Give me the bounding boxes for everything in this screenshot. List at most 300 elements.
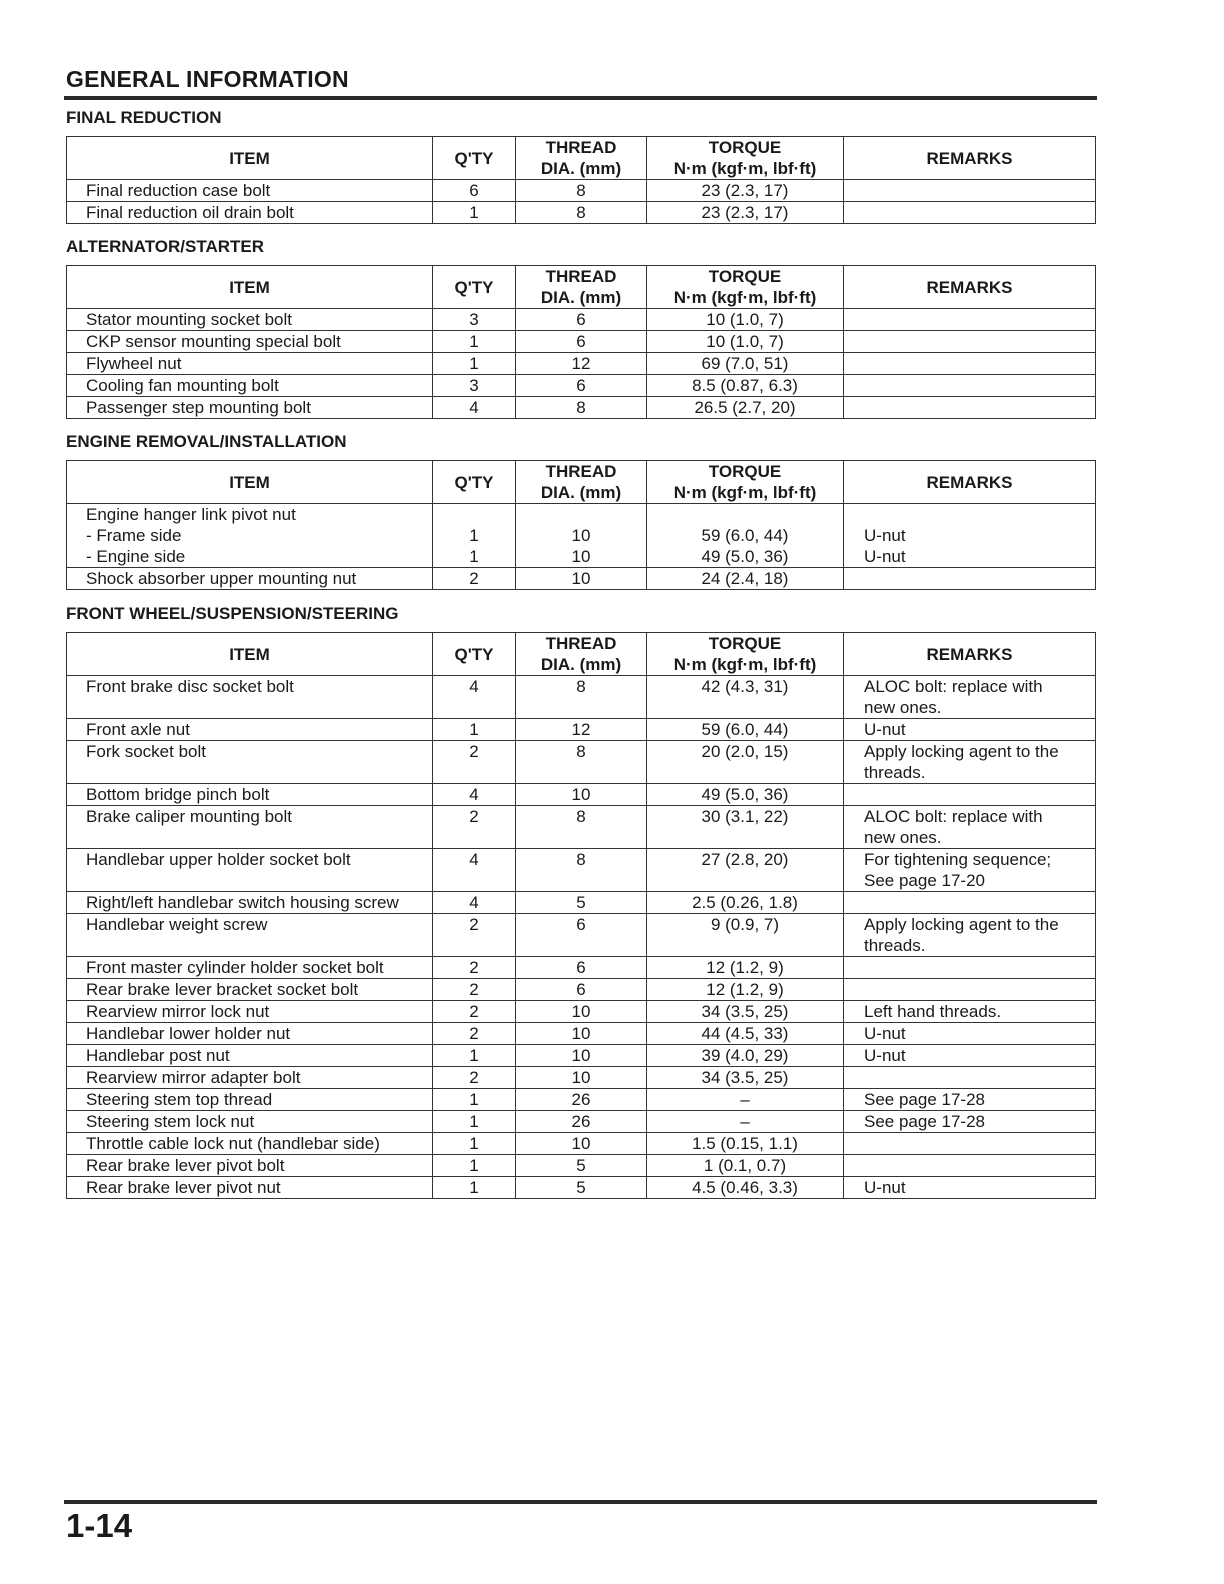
cell-item bbox=[67, 1001, 433, 1023]
cell-torque bbox=[647, 202, 844, 224]
cell-qty-line: 3 bbox=[469, 310, 479, 329]
cell-remarks-line: U-nut bbox=[864, 547, 906, 566]
table-header-row bbox=[67, 137, 1096, 180]
cell-dia-line bbox=[516, 504, 646, 525]
cell-torque-line: 8.5 (0.87, 6.3) bbox=[692, 376, 798, 395]
cell-item-line: Handlebar lower holder nut bbox=[86, 1024, 291, 1043]
cell-qty-line: 1 bbox=[469, 720, 479, 739]
cell-item bbox=[67, 504, 433, 568]
cell-torque bbox=[647, 741, 844, 784]
cell-torque-line: 20 (2.0, 15) bbox=[701, 742, 789, 761]
cell-qty bbox=[433, 397, 516, 419]
cell-qty-line: 1 bbox=[469, 1134, 479, 1153]
cell-remarks-line bbox=[864, 957, 1095, 978]
table-header-row bbox=[67, 266, 1096, 309]
cell-remarks-line bbox=[864, 784, 1095, 805]
cell-qty-line: 2 bbox=[469, 980, 479, 999]
cell-dia bbox=[516, 568, 647, 590]
engine-removal-table bbox=[66, 460, 1096, 590]
cell-dia-line: 10 bbox=[571, 1002, 591, 1021]
cell-item-line: Final reduction oil drain bolt bbox=[86, 203, 294, 222]
column-header bbox=[67, 461, 433, 504]
cell-dia-line: 10 bbox=[571, 569, 591, 588]
cell-remarks-line: threads. bbox=[864, 936, 926, 955]
column-header-label: THREAD bbox=[545, 634, 617, 653]
cell-torque-line: 24 (2.4, 18) bbox=[701, 569, 789, 588]
column-header-label: THREAD bbox=[545, 462, 617, 481]
cell-qty bbox=[433, 309, 516, 331]
cell-qty bbox=[433, 1133, 516, 1155]
cell-item-line bbox=[86, 697, 432, 718]
cell-dia bbox=[516, 1133, 647, 1155]
cell-torque-line: 10 (1.0, 7) bbox=[706, 310, 784, 329]
cell-torque-line: 23 (2.3, 17) bbox=[701, 203, 789, 222]
cell-item bbox=[67, 309, 433, 331]
cell-remarks-line: U-nut bbox=[864, 526, 906, 545]
cell-item bbox=[67, 353, 433, 375]
cell-qty bbox=[433, 1177, 516, 1199]
cell-remarks-line: U-nut bbox=[864, 1178, 906, 1197]
cell-dia bbox=[516, 202, 647, 224]
cell-torque bbox=[647, 1111, 844, 1133]
cell-dia bbox=[516, 892, 647, 914]
table-header-row bbox=[67, 461, 1096, 504]
cell-torque-line: 4.5 (0.46, 3.3) bbox=[692, 1178, 798, 1197]
cell-qty bbox=[433, 806, 516, 849]
column-header-label: Q'TY bbox=[454, 148, 494, 168]
cell-remarks bbox=[844, 202, 1096, 224]
cell-item-line: Steering stem top thread bbox=[86, 1090, 273, 1109]
cell-torque bbox=[647, 331, 844, 353]
cell-dia bbox=[516, 849, 647, 892]
cell-qty bbox=[433, 719, 516, 741]
cell-remarks-line bbox=[864, 979, 1095, 1000]
cell-item-line: Right/left handlebar switch housing screw bbox=[86, 893, 399, 912]
cell-dia-line: 10 bbox=[571, 1134, 591, 1153]
cell-remarks bbox=[844, 784, 1096, 806]
cell-dia bbox=[516, 1001, 647, 1023]
cell-qty bbox=[433, 979, 516, 1001]
cell-remarks-line bbox=[864, 504, 1095, 525]
cell-qty bbox=[433, 202, 516, 224]
cell-item-line: Stator mounting socket bolt bbox=[86, 310, 293, 329]
cell-item bbox=[67, 892, 433, 914]
cell-torque-line: 27 (2.8, 20) bbox=[701, 850, 789, 869]
cell-remarks-line bbox=[864, 1155, 1095, 1176]
column-header-label: N·m (kgf·m, lbf·ft) bbox=[673, 288, 817, 307]
cell-remarks-line: See page 17-28 bbox=[864, 1112, 985, 1131]
cell-dia bbox=[516, 504, 647, 568]
cell-qty-line: 3 bbox=[469, 376, 479, 395]
table-row bbox=[67, 1045, 1096, 1067]
cell-item-line: Handlebar weight screw bbox=[86, 915, 268, 934]
cell-qty-line: 1 bbox=[469, 526, 479, 545]
column-header bbox=[647, 633, 844, 676]
column-header-label: TORQUE bbox=[708, 462, 782, 481]
cell-dia-line bbox=[516, 697, 646, 718]
table-row bbox=[67, 676, 1096, 719]
column-header bbox=[67, 266, 433, 309]
cell-remarks bbox=[844, 806, 1096, 849]
cell-qty bbox=[433, 568, 516, 590]
cell-item bbox=[67, 849, 433, 892]
column-header-label: ITEM bbox=[229, 277, 270, 297]
cell-qty-line: 1 bbox=[469, 1156, 479, 1175]
column-header-label: DIA. (mm) bbox=[540, 288, 622, 307]
cell-torque bbox=[647, 1023, 844, 1045]
cell-remarks bbox=[844, 568, 1096, 590]
final-reduction-table bbox=[66, 136, 1096, 224]
cell-torque bbox=[647, 1001, 844, 1023]
section-title-final-reduction: FINAL REDUCTION bbox=[66, 108, 222, 127]
cell-qty bbox=[433, 1045, 516, 1067]
cell-torque-line: 23 (2.3, 17) bbox=[701, 181, 789, 200]
title-rule bbox=[64, 96, 1097, 100]
table-header-row bbox=[67, 633, 1096, 676]
cell-qty-line: 4 bbox=[469, 677, 479, 696]
cell-torque-line: 42 (4.3, 31) bbox=[701, 677, 789, 696]
cell-item bbox=[67, 1155, 433, 1177]
cell-dia-line: 6 bbox=[576, 915, 586, 934]
cell-dia-line: 12 bbox=[571, 720, 591, 739]
cell-qty-line: 2 bbox=[469, 958, 479, 977]
column-header-label: THREAD bbox=[545, 138, 617, 157]
cell-dia-line: 10 bbox=[571, 1068, 591, 1087]
cell-remarks bbox=[844, 1067, 1096, 1089]
cell-torque bbox=[647, 504, 844, 568]
cell-remarks-line bbox=[864, 1133, 1095, 1154]
column-header-label: DIA. (mm) bbox=[540, 159, 622, 178]
cell-remarks-line: Apply locking agent to the bbox=[864, 915, 1059, 934]
cell-qty-line: 4 bbox=[469, 398, 479, 417]
cell-remarks-line: new ones. bbox=[864, 828, 942, 847]
cell-item-line: Handlebar upper holder socket bolt bbox=[86, 850, 351, 869]
cell-dia bbox=[516, 719, 647, 741]
cell-item bbox=[67, 1067, 433, 1089]
cell-item-line: Front master cylinder holder socket bolt bbox=[86, 958, 384, 977]
cell-item bbox=[67, 375, 433, 397]
column-header bbox=[433, 137, 516, 180]
cell-torque-line: 59 (6.0, 44) bbox=[701, 720, 789, 739]
cell-torque bbox=[647, 397, 844, 419]
table-row bbox=[67, 979, 1096, 1001]
cell-remarks bbox=[844, 849, 1096, 892]
cell-qty bbox=[433, 353, 516, 375]
cell-dia bbox=[516, 741, 647, 784]
table-row bbox=[67, 568, 1096, 590]
cell-dia bbox=[516, 979, 647, 1001]
column-header-label: ITEM bbox=[229, 472, 270, 492]
cell-remarks-line: ALOC bolt: replace with bbox=[864, 677, 1043, 696]
cell-dia-line: 26 bbox=[571, 1090, 591, 1109]
cell-remarks bbox=[844, 397, 1096, 419]
cell-dia-line: 6 bbox=[576, 310, 586, 329]
cell-item bbox=[67, 1111, 433, 1133]
cell-remarks bbox=[844, 1001, 1096, 1023]
cell-torque-line: 12 (1.2, 9) bbox=[706, 958, 784, 977]
cell-torque bbox=[647, 719, 844, 741]
page-number: 1-14 bbox=[66, 1507, 133, 1544]
cell-item bbox=[67, 1133, 433, 1155]
cell-torque bbox=[647, 309, 844, 331]
cell-qty bbox=[433, 1089, 516, 1111]
cell-dia-line: 8 bbox=[576, 677, 586, 696]
column-header-label: TORQUE bbox=[708, 138, 782, 157]
cell-dia bbox=[516, 1089, 647, 1111]
column-header-label: THREAD bbox=[545, 267, 617, 286]
column-header-label: Q'TY bbox=[454, 644, 494, 664]
cell-remarks bbox=[844, 1023, 1096, 1045]
cell-torque-line: 49 (5.0, 36) bbox=[701, 547, 789, 566]
cell-dia bbox=[516, 180, 647, 202]
table-row bbox=[67, 1089, 1096, 1111]
cell-dia bbox=[516, 331, 647, 353]
cell-torque bbox=[647, 957, 844, 979]
table-row bbox=[67, 397, 1096, 419]
table-row bbox=[67, 180, 1096, 202]
cell-item-line bbox=[86, 935, 432, 956]
cell-remarks-line bbox=[864, 375, 1095, 396]
cell-qty-line: 2 bbox=[469, 742, 479, 761]
cell-remarks bbox=[844, 914, 1096, 957]
cell-torque bbox=[647, 1045, 844, 1067]
cell-item-line: - Frame side bbox=[86, 526, 182, 545]
cell-dia bbox=[516, 914, 647, 957]
cell-item-line: Final reduction case bolt bbox=[86, 181, 271, 200]
cell-remarks bbox=[844, 979, 1096, 1001]
cell-qty bbox=[433, 1111, 516, 1133]
cell-item bbox=[67, 741, 433, 784]
column-header bbox=[516, 266, 647, 309]
cell-torque-line: 59 (6.0, 44) bbox=[701, 526, 789, 545]
cell-remarks bbox=[844, 1133, 1096, 1155]
table-row bbox=[67, 892, 1096, 914]
cell-torque-line: 2.5 (0.26, 1.8) bbox=[692, 893, 798, 912]
cell-torque-line bbox=[647, 827, 843, 848]
cell-item-line: Steering stem lock nut bbox=[86, 1112, 255, 1131]
cell-qty-line: 1 bbox=[469, 203, 479, 222]
column-header-label: N·m (kgf·m, lbf·ft) bbox=[673, 159, 817, 178]
cell-torque bbox=[647, 784, 844, 806]
cell-torque-line bbox=[647, 697, 843, 718]
cell-dia bbox=[516, 784, 647, 806]
cell-torque-line: 39 (4.0, 29) bbox=[701, 1046, 789, 1065]
cell-qty-line bbox=[433, 827, 515, 848]
cell-qty-line: 1 bbox=[469, 1112, 479, 1131]
cell-dia bbox=[516, 1155, 647, 1177]
cell-item bbox=[67, 784, 433, 806]
cell-item bbox=[67, 719, 433, 741]
cell-item-line: Throttle cable lock nut (handlebar side) bbox=[86, 1134, 380, 1153]
cell-item bbox=[67, 957, 433, 979]
column-header-label: TORQUE bbox=[708, 267, 782, 286]
cell-torque-line: 1 (0.1, 0.7) bbox=[703, 1156, 787, 1175]
cell-dia bbox=[516, 1023, 647, 1045]
cell-item-line: Front brake disc socket bolt bbox=[86, 677, 294, 696]
column-header-label: Q'TY bbox=[454, 277, 494, 297]
cell-remarks-line bbox=[864, 309, 1095, 330]
column-header-label: DIA. (mm) bbox=[540, 655, 622, 674]
cell-dia bbox=[516, 375, 647, 397]
cell-dia-line bbox=[516, 870, 646, 891]
cell-item bbox=[67, 180, 433, 202]
cell-item-line bbox=[86, 827, 432, 848]
cell-torque-line: 44 (4.5, 33) bbox=[701, 1024, 789, 1043]
cell-item-line: Rear brake lever pivot nut bbox=[86, 1178, 281, 1197]
cell-qty-line: 4 bbox=[469, 893, 479, 912]
cell-remarks bbox=[844, 353, 1096, 375]
table-row bbox=[67, 375, 1096, 397]
cell-item-line: Handlebar post nut bbox=[86, 1046, 230, 1065]
cell-remarks bbox=[844, 892, 1096, 914]
cell-item bbox=[67, 1089, 433, 1111]
cell-torque bbox=[647, 806, 844, 849]
cell-qty bbox=[433, 849, 516, 892]
cell-qty-line: 4 bbox=[469, 785, 479, 804]
cell-torque bbox=[647, 1177, 844, 1199]
cell-remarks-line bbox=[864, 331, 1095, 352]
cell-item-line: Rearview mirror adapter bolt bbox=[86, 1068, 301, 1087]
cell-qty bbox=[433, 331, 516, 353]
cell-remarks bbox=[844, 676, 1096, 719]
cell-dia-line: 5 bbox=[576, 893, 586, 912]
cell-qty-line: 2 bbox=[469, 1024, 479, 1043]
cell-qty bbox=[433, 1155, 516, 1177]
cell-dia-line: 10 bbox=[571, 526, 591, 545]
cell-qty-line bbox=[433, 697, 515, 718]
cell-item bbox=[67, 979, 433, 1001]
cell-item bbox=[67, 676, 433, 719]
cell-qty-line: 2 bbox=[469, 807, 479, 826]
bottom-rule bbox=[64, 1500, 1097, 1504]
table-row bbox=[67, 719, 1096, 741]
cell-torque-line bbox=[647, 870, 843, 891]
cell-dia bbox=[516, 676, 647, 719]
column-header bbox=[433, 266, 516, 309]
cell-dia-line: 10 bbox=[571, 1046, 591, 1065]
cell-item-line: Brake caliper mounting bolt bbox=[86, 807, 293, 826]
cell-dia bbox=[516, 957, 647, 979]
cell-remarks-line: Apply locking agent to the bbox=[864, 742, 1059, 761]
column-header bbox=[67, 137, 433, 180]
cell-qty-line bbox=[433, 870, 515, 891]
cell-dia bbox=[516, 1111, 647, 1133]
cell-torque bbox=[647, 353, 844, 375]
cell-torque bbox=[647, 1133, 844, 1155]
cell-dia-line: 10 bbox=[571, 547, 591, 566]
cell-qty bbox=[433, 741, 516, 784]
cell-item bbox=[67, 914, 433, 957]
cell-torque-line: 30 (3.1, 22) bbox=[701, 807, 789, 826]
cell-dia-line bbox=[516, 827, 646, 848]
cell-item-line bbox=[86, 870, 432, 891]
table-row bbox=[67, 806, 1096, 849]
cell-qty-line bbox=[433, 762, 515, 783]
cell-qty bbox=[433, 504, 516, 568]
cell-dia-line: 8 bbox=[576, 398, 586, 417]
table-row bbox=[67, 353, 1096, 375]
cell-torque bbox=[647, 979, 844, 1001]
cell-remarks-line: new ones. bbox=[864, 698, 942, 717]
cell-dia-line: 5 bbox=[576, 1178, 586, 1197]
column-header-label: REMARKS bbox=[926, 148, 1013, 168]
cell-qty bbox=[433, 180, 516, 202]
cell-dia-line: 10 bbox=[571, 1024, 591, 1043]
cell-torque-line: 9 (0.9, 7) bbox=[710, 915, 780, 934]
cell-qty bbox=[433, 1023, 516, 1045]
table-row bbox=[67, 1001, 1096, 1023]
cell-qty-line: 1 bbox=[469, 1178, 479, 1197]
cell-remarks bbox=[844, 1045, 1096, 1067]
cell-dia bbox=[516, 1067, 647, 1089]
cell-item bbox=[67, 331, 433, 353]
alternator-starter-table bbox=[66, 265, 1096, 419]
cell-item-line: Bottom bridge pinch bolt bbox=[86, 785, 270, 804]
cell-torque bbox=[647, 849, 844, 892]
table-row bbox=[67, 1111, 1096, 1133]
cell-item-line: Rear brake lever pivot bolt bbox=[86, 1156, 285, 1175]
cell-qty-line: 2 bbox=[469, 569, 479, 588]
cell-torque-line: 10 (1.0, 7) bbox=[706, 332, 784, 351]
cell-remarks-line: threads. bbox=[864, 763, 926, 782]
cell-dia-line: 8 bbox=[576, 807, 586, 826]
cell-remarks bbox=[844, 1155, 1096, 1177]
cell-torque bbox=[647, 568, 844, 590]
cell-dia-line: 8 bbox=[576, 203, 586, 222]
column-header bbox=[516, 137, 647, 180]
cell-qty-line: 1 bbox=[469, 1046, 479, 1065]
column-header bbox=[433, 633, 516, 676]
column-header-label: N·m (kgf·m, lbf·ft) bbox=[673, 483, 817, 502]
cell-dia-line: 8 bbox=[576, 742, 586, 761]
cell-qty bbox=[433, 784, 516, 806]
column-header bbox=[516, 461, 647, 504]
cell-qty bbox=[433, 892, 516, 914]
column-header-label: DIA. (mm) bbox=[540, 483, 622, 502]
section-title-alternator-starter: ALTERNATOR/STARTER bbox=[66, 237, 265, 256]
cell-dia-line: 8 bbox=[576, 850, 586, 869]
table-row bbox=[67, 741, 1096, 784]
cell-torque-line: 12 (1.2, 9) bbox=[706, 980, 784, 999]
table-row bbox=[67, 1133, 1096, 1155]
cell-qty-line: 1 bbox=[469, 547, 479, 566]
table-row bbox=[67, 1023, 1096, 1045]
column-header bbox=[67, 633, 433, 676]
cell-qty-line: 2 bbox=[469, 1068, 479, 1087]
cell-dia bbox=[516, 397, 647, 419]
cell-torque-line: 69 (7.0, 51) bbox=[701, 354, 789, 373]
cell-torque bbox=[647, 1067, 844, 1089]
cell-torque bbox=[647, 1089, 844, 1111]
cell-dia-line: 5 bbox=[576, 1156, 586, 1175]
cell-qty-line: 2 bbox=[469, 915, 479, 934]
cell-dia-line bbox=[516, 935, 646, 956]
cell-item-line: Flywheel nut bbox=[86, 354, 182, 373]
cell-qty-line bbox=[433, 935, 515, 956]
cell-item-line: Rearview mirror lock nut bbox=[86, 1002, 270, 1021]
table-row bbox=[67, 957, 1096, 979]
cell-torque bbox=[647, 180, 844, 202]
cell-torque-line: 34 (3.5, 25) bbox=[701, 1068, 789, 1087]
cell-qty-line bbox=[433, 504, 515, 525]
column-header bbox=[844, 461, 1096, 504]
cell-remarks-line: See page 17-20 bbox=[864, 871, 985, 890]
cell-remarks-line bbox=[864, 1067, 1095, 1088]
cell-qty bbox=[433, 1001, 516, 1023]
cell-dia-line: 12 bbox=[571, 354, 591, 373]
cell-remarks-line bbox=[864, 202, 1095, 223]
cell-qty bbox=[433, 1067, 516, 1089]
